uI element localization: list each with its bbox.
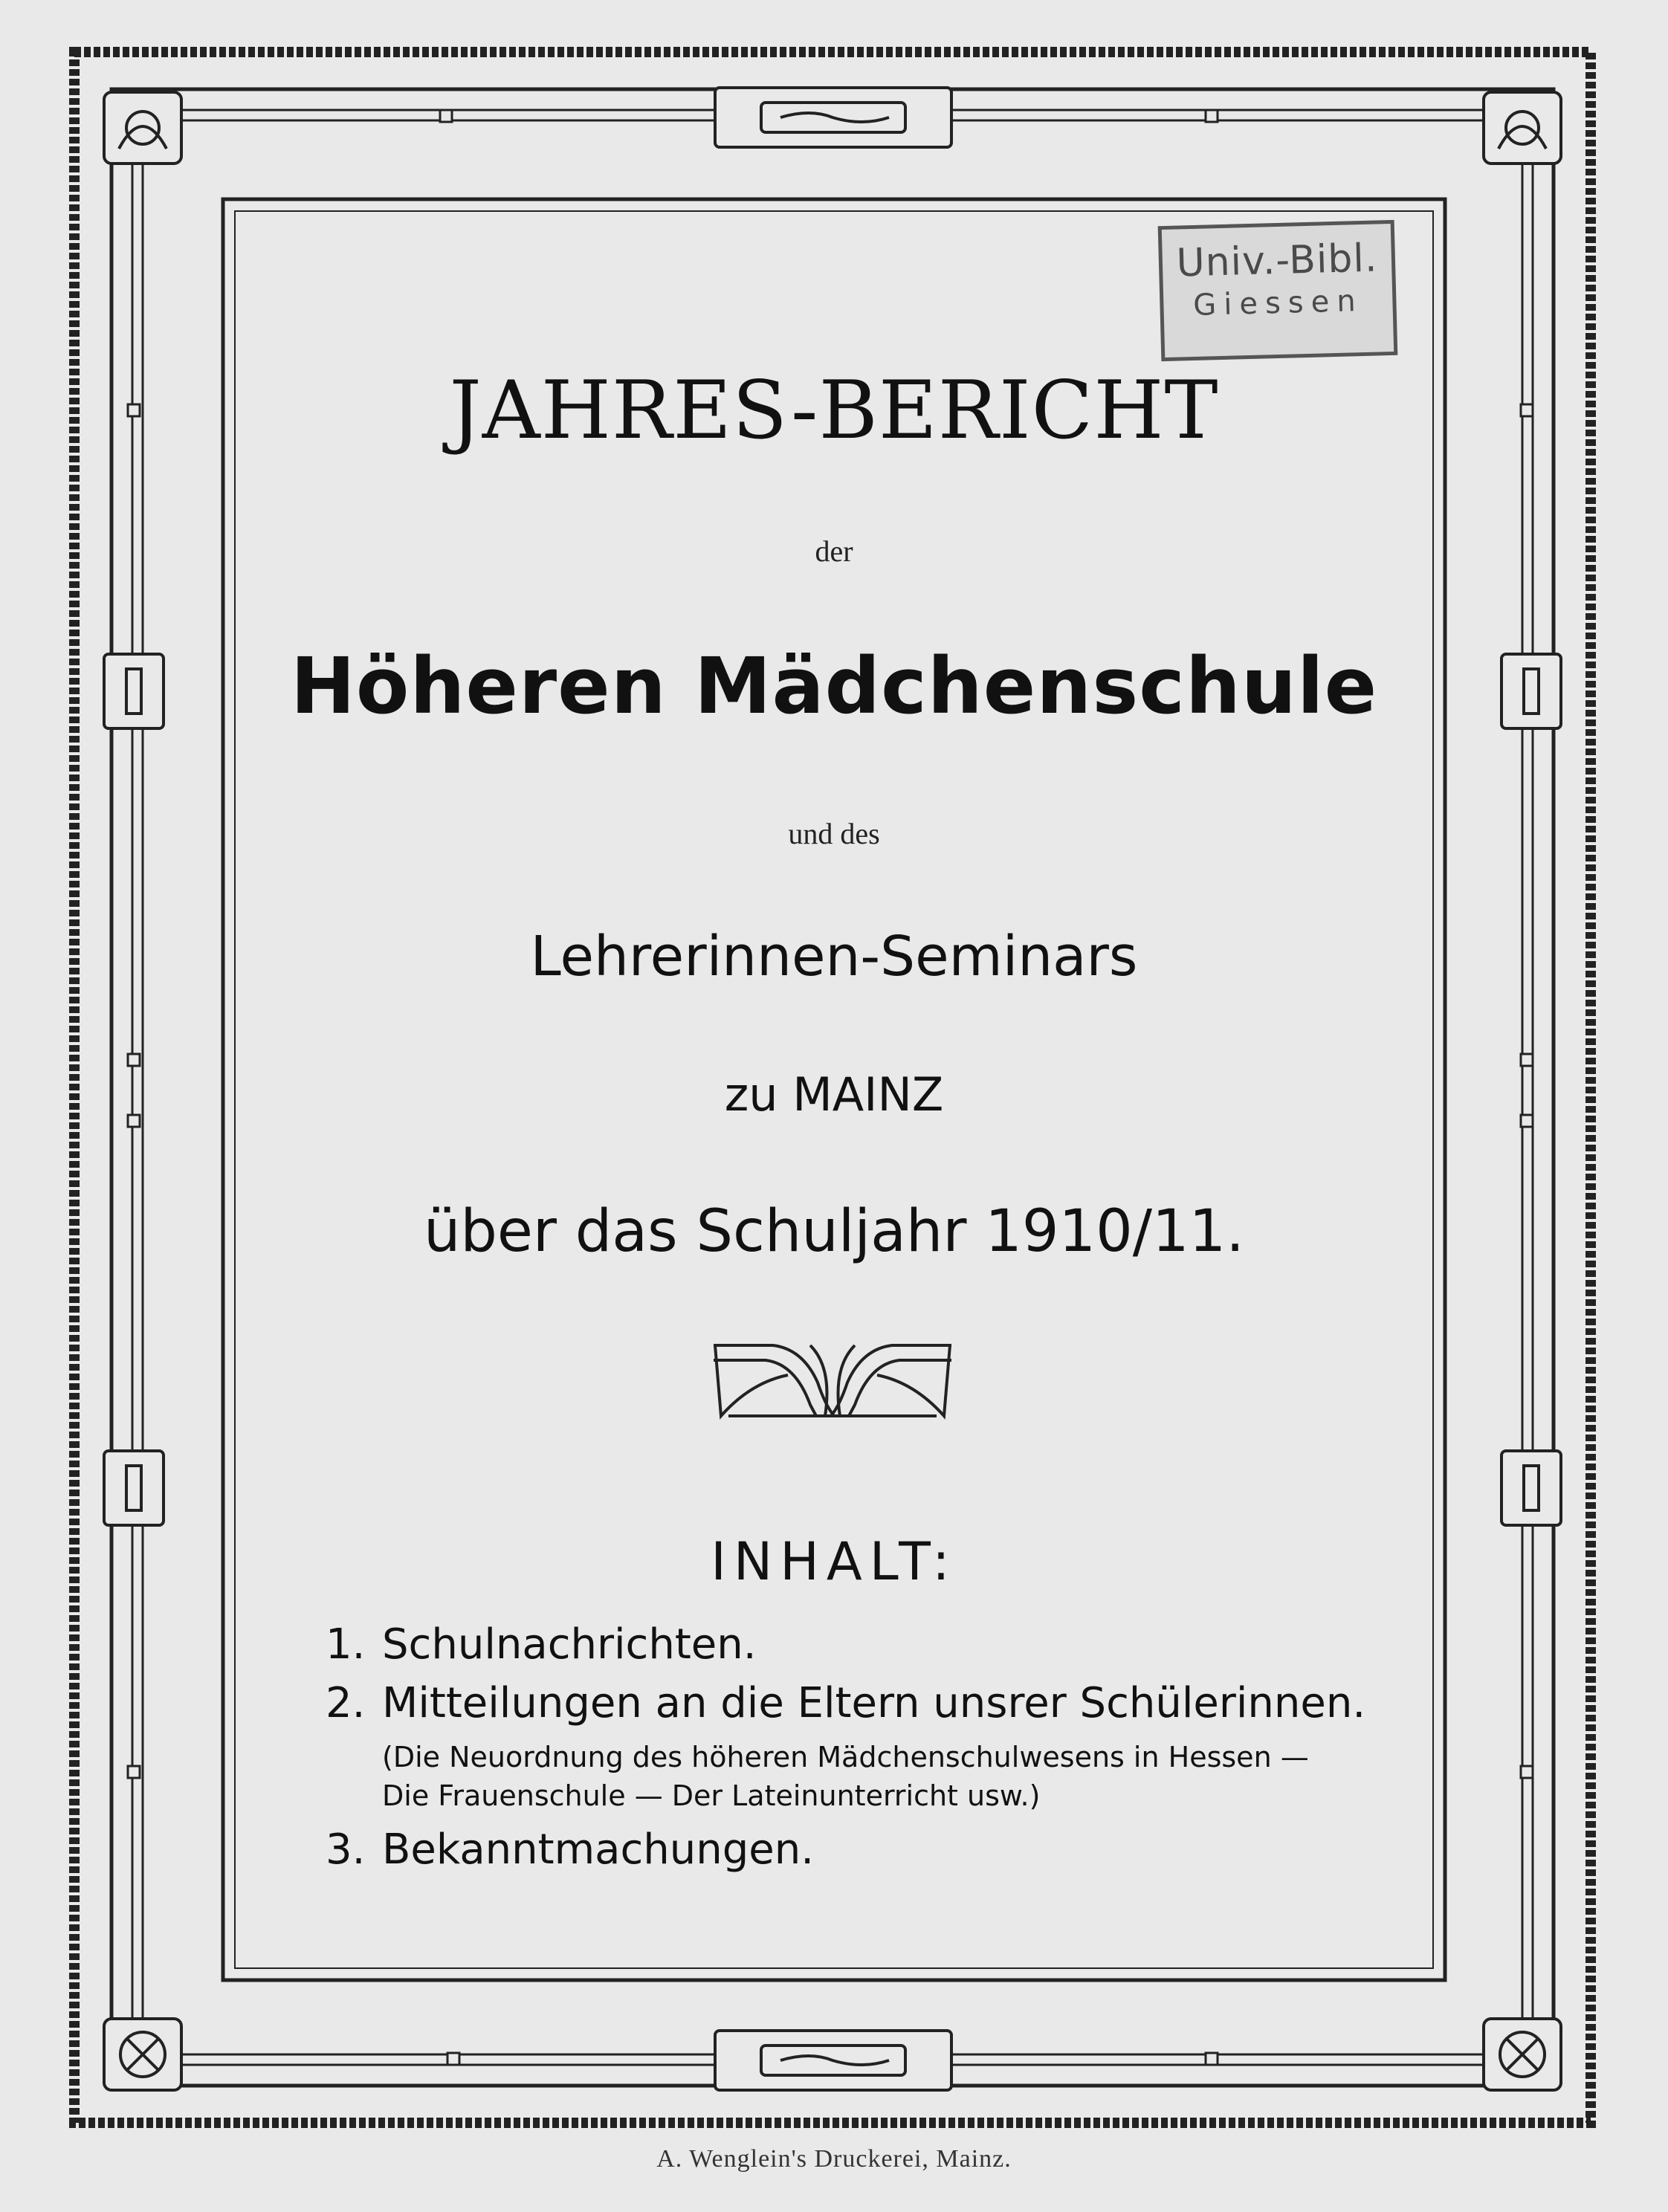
item-number: 3. [326, 1825, 366, 1874]
corner-ornament-top-left [104, 92, 181, 164]
seminar-name: Lehrerinnen-Seminars [530, 925, 1138, 989]
und-des-text: und des [788, 817, 880, 850]
list-item [326, 1620, 1365, 1669]
item-text: Mitteilungen an die Eltern unsrer Schülerinnen. [382, 1679, 1366, 1727]
stamp-line-1: Univ.-Bibl. [1175, 236, 1379, 286]
school-name: Höheren Mädchenschule [290, 641, 1378, 731]
stamp-line-2: Giessen [1192, 284, 1364, 323]
contents-list [326, 1620, 1365, 1884]
corner-ornament-bottom-left [104, 2019, 181, 2090]
item-number: 2. [326, 1679, 366, 1727]
printer-imprint: A. Wenglein's Druckerei, Mainz. [656, 2145, 1012, 2173]
corner-ornament-top-right [1484, 92, 1561, 164]
bottom-center-plaque [715, 2031, 951, 2090]
art-nouveau-ornament [714, 1345, 951, 1416]
school-year-line: über das Schuljahr 1910/11. [423, 1198, 1245, 1265]
list-item [326, 1825, 1365, 1874]
corner-ornament-bottom-right [1484, 2019, 1561, 2090]
item-subtext-line-2: Die Frauenschule — Der Lateinunterricht usw.) [382, 1779, 1041, 1812]
library-stamp [1158, 220, 1398, 361]
item-text: Bekanntmachungen. [382, 1825, 814, 1874]
list-item [326, 1679, 1365, 1727]
location: zu MAINZ [724, 1067, 944, 1122]
item-subtext-line-1: (Die Neuordnung des höheren Mädchenschulwesens in Hessen — [382, 1741, 1309, 1773]
item-number: 1. [326, 1620, 366, 1669]
item-subtext [382, 1738, 1365, 1815]
contents-heading: INHALT: [711, 1531, 957, 1592]
top-center-plaque [715, 88, 951, 147]
report-title: JAHRES-BERICHT [449, 364, 1219, 457]
item-text: Schulnachrichten. [382, 1620, 757, 1669]
der-text: der [815, 534, 853, 568]
